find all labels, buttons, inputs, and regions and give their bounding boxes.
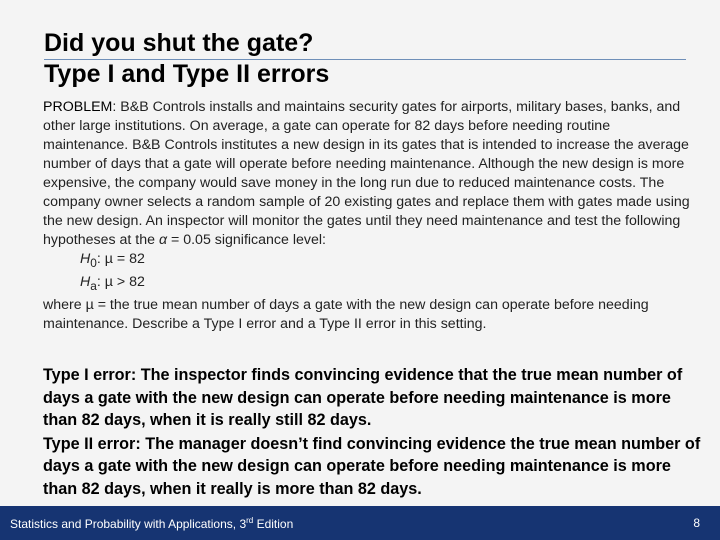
page-number: 8 (693, 516, 700, 530)
null-hypothesis (80, 250, 693, 273)
book-title-main: Statistics and Probability with Applications, 3 (10, 517, 247, 531)
alpha-symbol: α (158, 232, 168, 248)
ha-subscript: a (90, 278, 97, 293)
h0-letter: H (80, 251, 91, 267)
ha-letter: H (80, 273, 91, 290)
title-line-2: Type I and Type II errors (44, 60, 330, 88)
ha-text: : µ > 82 (96, 273, 145, 290)
problem-text: : B&B Controls installs and maintains security gates for airports, military bases, banks, and other large institutions. On average, a gate can operate for 82 days before needing routine maintenance. B&B Controls institutes a new design in its gates that is intended to increase the average number of days that a gate will operate before needing maintenance. Although the new design is more expensive, the company would save money in the long run due to reduced maintenance costs. The company owner selects a random sample of 20 existing gates and replace them with gates made using the new design. An inspector will monitor the gates until they need maintenance and test the following hypotheses at the (43, 99, 690, 248)
problem-paragraph (43, 98, 693, 250)
problem-statement (43, 98, 693, 334)
footer-bar (0, 506, 720, 540)
h0-subscript: 0 (90, 255, 97, 270)
type2-error-answer: Type II error: The manager doesn’t find convincing evidence the true mean number of days a gate with the new design can operate before needing maintenance is more than 82 days, when it really is more than 82 days. (43, 434, 701, 498)
alpha-text: = 0.05 significance level: (167, 232, 326, 248)
book-title (10, 516, 293, 531)
problem-label: PROBLEM (43, 99, 113, 115)
where-text: where µ = the true mean number of days a gate with the new design can operate before needing maintenance. Describe a Type I error and a Type II error in this setting. (43, 296, 649, 332)
answers (43, 364, 703, 501)
book-title-edition: Edition (253, 517, 294, 531)
book-title-sup: rd (246, 516, 254, 525)
title-line-1: Did you shut the gate? (44, 29, 314, 57)
title-divider (44, 59, 686, 60)
alternative-hypothesis (80, 273, 693, 296)
type1-error-answer: Type I error: The inspector finds convincing evidence that the true mean number of days a gate with the new design can operate before needing maintenance is more than 82 days, when it is really still 82 days. (43, 366, 683, 429)
h0-text: : µ = 82 (96, 251, 145, 267)
